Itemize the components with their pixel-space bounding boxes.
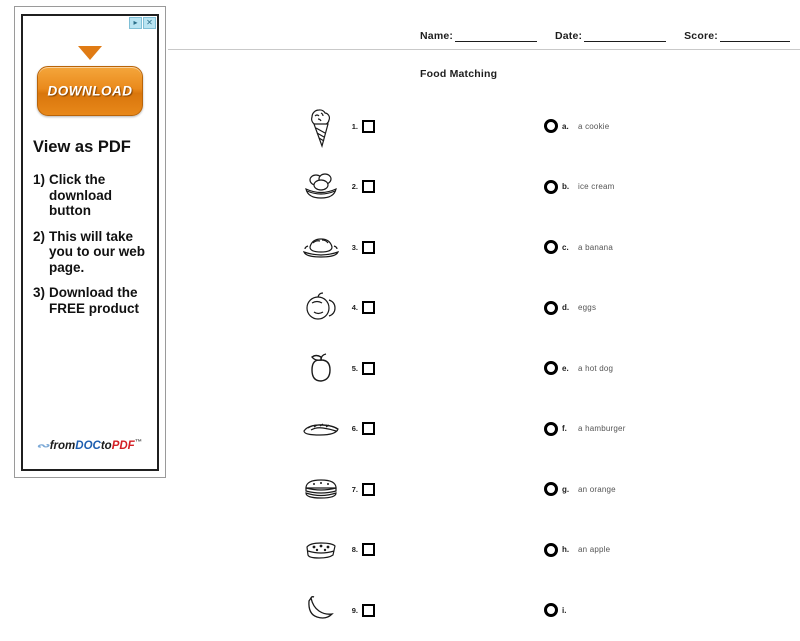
- logo-pdf-text: PDF: [111, 440, 135, 452]
- ice-cream-cone-icon: [298, 102, 344, 150]
- page-title: Food Matching: [420, 68, 498, 80]
- ad-steps-list: [33, 172, 149, 326]
- answer-bubble[interactable]: [544, 482, 558, 496]
- ad-step-number: 3): [33, 285, 46, 300]
- answer-letter: a.: [562, 121, 569, 131]
- question-number: 4.: [351, 303, 358, 313]
- question-checkbox[interactable]: [362, 241, 375, 254]
- answer-row: [544, 278, 794, 339]
- apple-icon: [298, 344, 344, 392]
- score-field-group[interactable]: [684, 30, 790, 42]
- question-row: [298, 399, 418, 460]
- answer-row: [544, 580, 794, 641]
- date-field-label: Date:: [554, 30, 583, 42]
- question-number: 2.: [351, 182, 358, 192]
- answer-row: [544, 217, 794, 278]
- hot-dog-icon: [298, 405, 344, 453]
- worksheet-header-fields: [420, 30, 790, 42]
- question-row: [298, 217, 418, 278]
- answer-bubble[interactable]: [544, 543, 558, 557]
- down-arrow-icon: [78, 46, 102, 60]
- worksheet-document: [168, 0, 800, 615]
- answer-bubble[interactable]: [544, 240, 558, 254]
- question-number: 7.: [351, 484, 358, 494]
- answer-bubble[interactable]: [544, 119, 558, 133]
- question-column: [298, 96, 418, 641]
- download-button[interactable]: [37, 66, 143, 116]
- question-number: 1.: [351, 121, 358, 131]
- answer-text: an apple: [578, 545, 611, 555]
- ad-step-item: [33, 229, 149, 276]
- answer-letter: g.: [562, 484, 570, 494]
- advertisement-panel[interactable]: [14, 6, 166, 478]
- answer-bubble[interactable]: [544, 180, 558, 194]
- answer-letter: c.: [562, 242, 569, 252]
- answer-letter: f.: [562, 424, 567, 434]
- question-row: [298, 520, 418, 581]
- question-checkbox[interactable]: [362, 483, 375, 496]
- answer-bubble[interactable]: [544, 603, 558, 617]
- answer-letter: e.: [562, 363, 569, 373]
- answer-text: a banana: [578, 242, 613, 252]
- answer-row: [544, 459, 794, 520]
- answer-text: a cookie: [578, 121, 610, 131]
- question-number: 9.: [351, 605, 358, 615]
- question-number: 6.: [351, 424, 358, 434]
- question-row: [298, 278, 418, 339]
- ad-step-number: 1): [33, 172, 46, 187]
- download-button-label: DOWNLOAD: [47, 83, 133, 99]
- answer-row: [544, 338, 794, 399]
- cookie-icon: [298, 526, 344, 574]
- answer-letter: i.: [562, 605, 567, 615]
- ad-step-text: Download the FREE product: [49, 285, 140, 316]
- adchoices-controls[interactable]: [129, 17, 156, 29]
- question-checkbox[interactable]: [362, 180, 375, 193]
- banana-icon: [298, 586, 344, 634]
- date-field-input[interactable]: [584, 30, 666, 42]
- logo-to-text: to: [100, 440, 112, 452]
- answer-letter: b.: [562, 182, 570, 192]
- header-divider: [168, 49, 800, 50]
- ad-step-item: [33, 172, 149, 219]
- name-field-label: Name:: [420, 30, 454, 42]
- answer-row: [544, 399, 794, 460]
- adchoices-info-icon[interactable]: ▸: [129, 17, 142, 29]
- score-field-input[interactable]: [720, 30, 790, 42]
- roast-chicken-icon: [298, 223, 344, 271]
- answer-text: a hamburger: [578, 424, 626, 434]
- answer-row: [544, 96, 794, 157]
- date-field-group[interactable]: [555, 30, 666, 42]
- answer-bubble[interactable]: [544, 301, 558, 315]
- ad-step-text: This will take you to our web page.: [49, 228, 146, 275]
- eggs-in-bowl-icon: [298, 163, 344, 211]
- score-field-label: Score:: [684, 30, 718, 42]
- question-row: [298, 96, 418, 157]
- answer-text: an orange: [578, 484, 616, 494]
- answer-letter: h.: [562, 545, 570, 555]
- ad-step-item: [33, 285, 149, 316]
- question-number: 5.: [351, 363, 358, 373]
- answer-letter: d.: [562, 303, 570, 313]
- question-checkbox[interactable]: [362, 422, 375, 435]
- logo-from-text: from: [49, 440, 76, 452]
- ad-step-number: 2): [33, 228, 46, 244]
- answer-row: [544, 520, 794, 581]
- answer-text: a hot dog: [578, 363, 614, 373]
- ad-step-text: Click the download button: [49, 172, 113, 218]
- answer-row: [544, 157, 794, 218]
- question-checkbox[interactable]: [362, 362, 375, 375]
- question-checkbox[interactable]: [362, 301, 375, 314]
- answer-bubble[interactable]: [544, 422, 558, 436]
- question-row: [298, 459, 418, 520]
- question-number: 8.: [351, 545, 358, 555]
- orange-fruit-icon: [298, 284, 344, 332]
- answer-column: [544, 96, 794, 641]
- name-field-group[interactable]: [420, 30, 537, 42]
- adchoices-close-icon[interactable]: ✕: [143, 17, 156, 29]
- question-checkbox[interactable]: [362, 543, 375, 556]
- question-checkbox[interactable]: [362, 604, 375, 617]
- question-row: [298, 580, 418, 641]
- question-row: [298, 338, 418, 399]
- name-field-input[interactable]: [455, 30, 537, 42]
- question-checkbox[interactable]: [362, 120, 375, 133]
- question-row: [298, 157, 418, 218]
- answer-bubble[interactable]: [544, 361, 558, 375]
- logo-swoosh-icon: ∾: [35, 441, 50, 452]
- logo-doc-text: DOC: [75, 440, 101, 452]
- question-number: 3.: [351, 242, 358, 252]
- answer-text: eggs: [578, 303, 597, 313]
- ad-headline: View as PDF: [33, 138, 131, 156]
- advertisement-inner-frame: [21, 14, 159, 471]
- fromdoctopdf-logo: [35, 439, 142, 452]
- hamburger-icon: [298, 465, 344, 513]
- logo-trademark: ™: [134, 439, 142, 447]
- answer-text: ice cream: [578, 182, 615, 192]
